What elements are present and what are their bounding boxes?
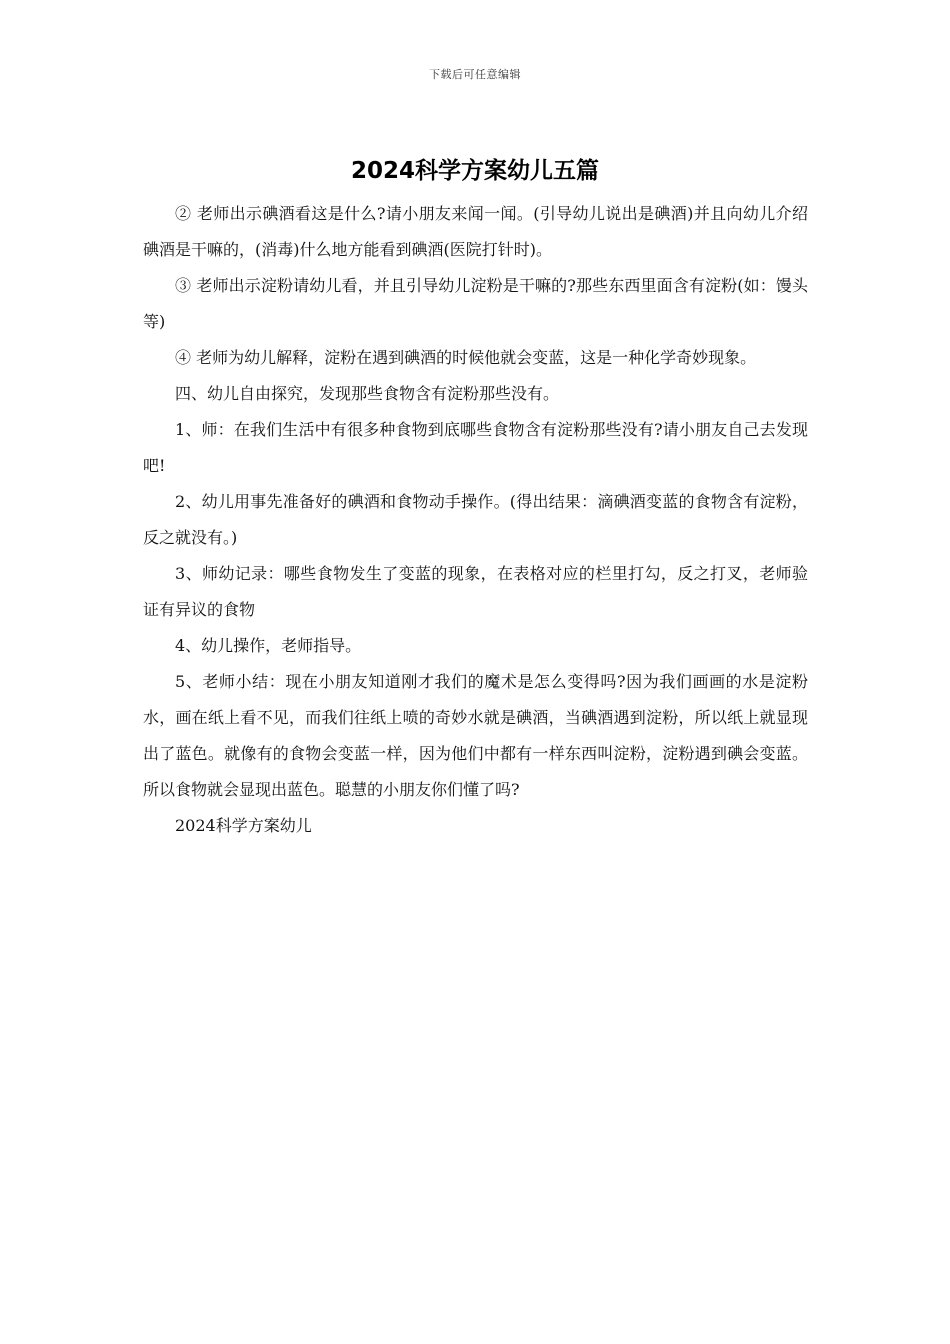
section-heading-free-exploration: 四、幼儿自由探究，发现那些食物含有淀粉那些没有。 — [175, 384, 560, 403]
paragraph-explanation: ④ 老师为幼儿解释，淀粉在遇到碘酒的时候他就会变蓝，这是一种化学奇妙现象。 — [175, 348, 757, 367]
paragraph-step-2: 2、幼儿用事先准备好的碘酒和食物动手操作。(得出结果：滴碘酒变蓝的食物含有淀粉，反之就没有。) — [143, 492, 808, 547]
paragraph-step-4: 4、幼儿操作，老师指导。 — [175, 636, 362, 655]
paragraph-next-plan-heading: 2024科学方案幼儿 — [175, 816, 312, 835]
document-body — [143, 196, 808, 844]
page-header-note: 下载后可任意编辑 — [429, 68, 521, 81]
document-title: 2024科学方案幼儿五篇 — [350, 158, 599, 184]
paragraph-step-3: 3、师幼记录：哪些食物发生了变蓝的现象，在表格对应的栏里打勾，反之打叉，老师验证有异议的食物 — [143, 564, 808, 619]
paragraph-step-5-summary: 5、老师小结：现在小朋友知道刚才我们的魔术是怎么变得吗?因为我们画画的水是淀粉水，画在纸上看不见，而我们往纸上喷的奇妙水就是碘酒，当碘酒遇到淀粉，所以纸上就显现出了蓝色。就像有的食物会变蓝一样，因为他们中都有一样东西叫淀粉，淀粉遇到碘会变蓝。所以食物就会显现出蓝色。聪慧的小朋友你们懂了吗? — [143, 672, 808, 799]
paragraph-iodine-intro: ② 老师出示碘酒看这是什么?请小朋友来闻一闻。(引导幼儿说出是碘酒)并且向幼儿介绍碘酒是干嘛的，(消毒)什么地方能看到碘酒(医院打针时)。 — [143, 204, 808, 259]
paragraph-starch-intro: ③ 老师出示淀粉请幼儿看，并且引导幼儿淀粉是干嘛的?那些东西里面含有淀粉(如：馒头等) — [143, 276, 808, 331]
paragraph-step-1: 1、师：在我们生活中有很多种食物到底哪些食物含有淀粉那些没有?请小朋友自己去发现吧! — [143, 420, 808, 475]
